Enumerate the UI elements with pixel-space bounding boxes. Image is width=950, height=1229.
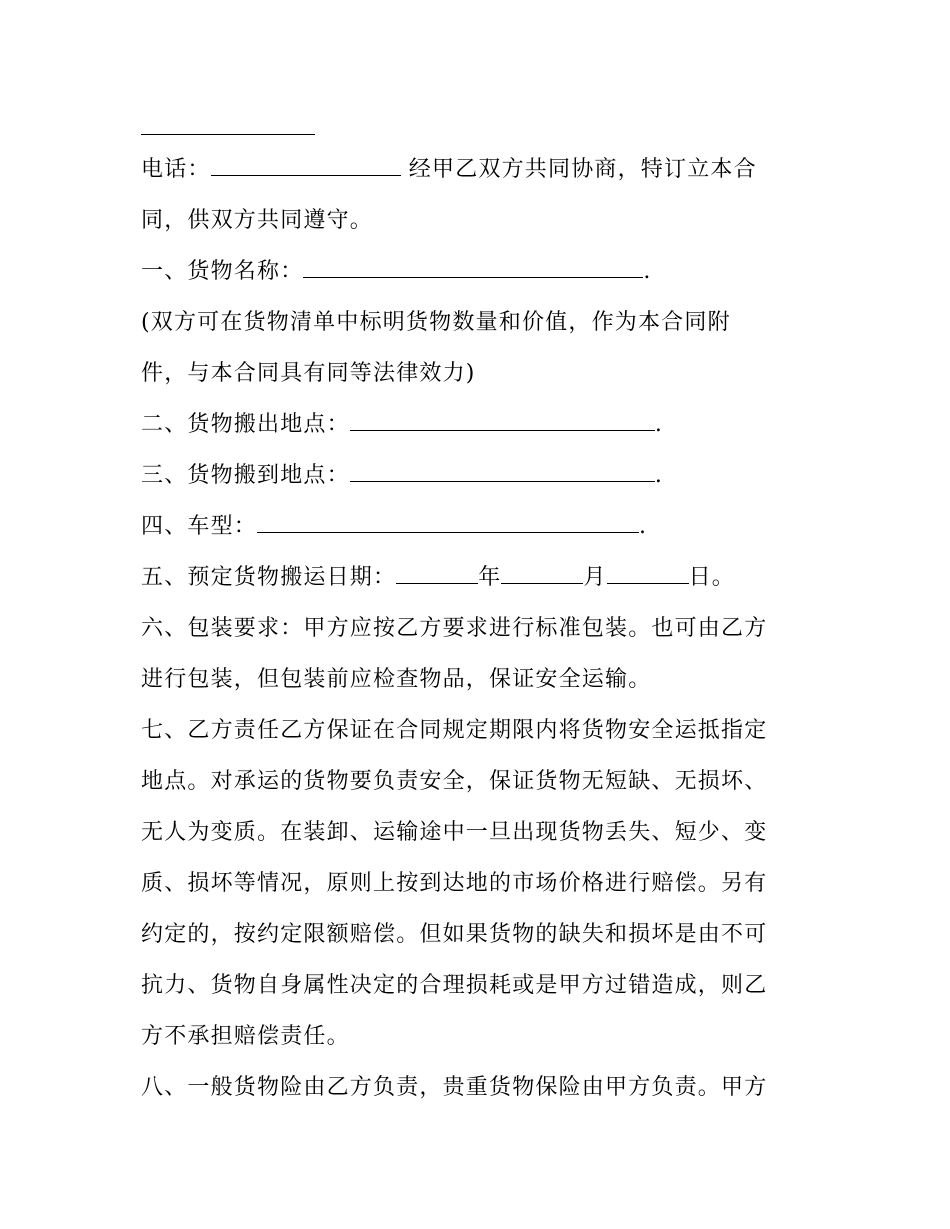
item3-blank bbox=[350, 463, 655, 482]
phone-line bbox=[141, 144, 821, 195]
note-line-1: (双方可在货物清单中标明货物数量和价值，作为本合同附 bbox=[141, 310, 731, 335]
item3-line: 三、货物搬到地点： . bbox=[141, 463, 664, 488]
item7-paragraph: 七、乙方责任乙方保证在合同规定期限内将货物安全运抵指定 地点。对承运的货物要负责安全，保证货物无短缺、无损坏、 无人为变质。在装卸、运输途中一旦出现货物丢失、短少、变 质、损坏等情况，原则上按到达地的市场价格进行赔偿。另有 约定的，按约定限额赔偿。但如果货物的缺失和损坏是由不可 抗力、货物自身属性决定的合理损耗或是甲方过错造成，则乙 方不承担赔偿责任。 bbox=[141, 718, 768, 1049]
item5-line: 五、预定货物搬运日期： 年 月 日。 bbox=[141, 565, 736, 590]
item2-line: 二、货物搬出地点： . bbox=[141, 412, 664, 437]
phone-tail-text: 经甲乙双方共同协商，特订立本合 bbox=[400, 157, 757, 182]
month-blank bbox=[501, 565, 583, 584]
item1-blank bbox=[303, 259, 643, 278]
item1-label: 一、货物名称： bbox=[141, 259, 304, 284]
year-blank bbox=[396, 565, 478, 584]
phone-label: 电话： bbox=[141, 157, 211, 182]
item6-paragraph: 六、包装要求：甲方应按乙方要求进行标准包装。也可由乙方 进行包装，但包装前应检查物品，保证安全运输。 bbox=[141, 616, 768, 692]
note-line-2: 件，与本合同具有同等法律效力) bbox=[141, 361, 476, 386]
phone-blank bbox=[211, 157, 401, 176]
item4-blank bbox=[257, 514, 639, 533]
phone-line-2: 同，供双方共同遵守。 bbox=[141, 208, 374, 233]
blank-line-top bbox=[141, 134, 315, 135]
item4-line: 四、车型： . bbox=[141, 514, 648, 539]
contract-body bbox=[141, 102, 821, 1113]
item5-label: 五、预定货物搬运日期： bbox=[141, 565, 397, 590]
item8-paragraph: 八、一般货物险由乙方负责，贵重货物保险由甲方负责。甲方 bbox=[141, 1075, 768, 1100]
item3-label: 三、货物搬到地点： bbox=[141, 463, 350, 488]
item4-label: 四、车型： bbox=[141, 514, 258, 539]
day-blank bbox=[607, 565, 689, 584]
item2-label: 二、货物搬出地点： bbox=[141, 412, 350, 437]
item2-blank bbox=[350, 412, 655, 431]
item1-line: 一、货物名称： . bbox=[141, 259, 652, 284]
